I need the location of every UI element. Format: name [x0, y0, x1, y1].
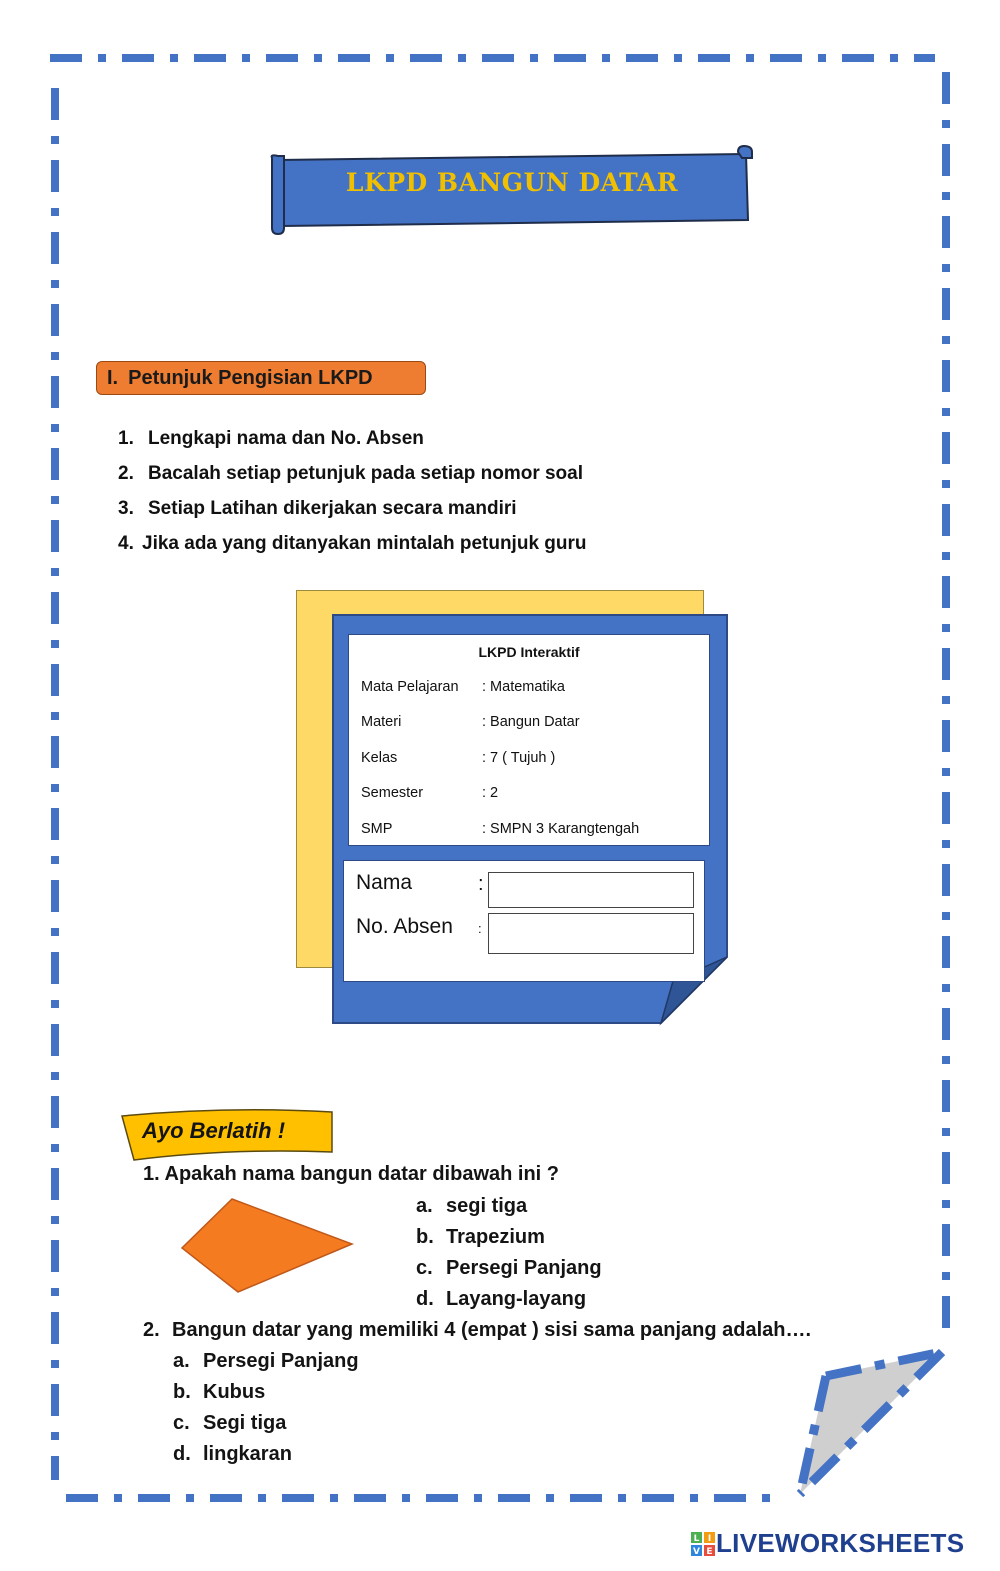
answer-option[interactable]: [173, 1443, 292, 1466]
info-key: Semester: [361, 785, 424, 801]
liveworksheets-brand-text: LIVEWORKSHEETS: [716, 1528, 965, 1558]
absen-colon: :: [478, 921, 482, 936]
info-value: : 7 ( Tujuh ): [482, 750, 556, 766]
kite-shape: [176, 1196, 360, 1296]
info-row: [361, 679, 565, 695]
option-text: Layang-layang: [446, 1288, 587, 1310]
absen-input[interactable]: [488, 913, 694, 954]
option-letter: c.: [173, 1412, 190, 1434]
instruction-number: 1.: [118, 428, 134, 449]
answer-option[interactable]: [416, 1226, 545, 1249]
answer-option[interactable]: [173, 1381, 265, 1404]
liveworksheets-logo: [690, 1528, 964, 1559]
info-title: LKPD Interaktif: [478, 644, 580, 660]
info-key: SMP: [361, 821, 393, 837]
option-text: Kubus: [203, 1381, 266, 1403]
svg-text:E: E: [706, 1546, 713, 1557]
liveworksheets-logo-icon: [690, 1531, 716, 1557]
answer-option[interactable]: [416, 1288, 586, 1311]
option-letter: c.: [416, 1257, 433, 1279]
instruction-item: [118, 533, 587, 555]
section-heading: [96, 361, 426, 395]
info-value: : Matematika: [482, 679, 565, 695]
instruction-item: [118, 463, 583, 485]
option-letter: a.: [416, 1195, 433, 1217]
info-box: [348, 634, 710, 846]
option-letter: a.: [173, 1350, 190, 1372]
student-identity-box: [343, 860, 705, 982]
instruction-text: Bacalah setiap petunjuk pada setiap nomor soal: [148, 463, 584, 484]
section-title: Petunjuk Pengisian LKPD: [128, 366, 373, 389]
answer-option[interactable]: [173, 1412, 286, 1435]
answer-option[interactable]: [416, 1195, 527, 1218]
instruction-text: Jika ada yang ditanyakan mintalah petunjuk guru: [142, 533, 587, 554]
instruction-number: 3.: [118, 498, 134, 519]
question-2: [143, 1319, 811, 1342]
answer-option[interactable]: [416, 1257, 602, 1280]
info-row: [361, 821, 639, 837]
option-letter: d.: [416, 1288, 434, 1310]
info-value: : 2: [482, 785, 499, 801]
option-text: segi tiga: [446, 1195, 528, 1217]
option-text: Persegi Panjang: [203, 1350, 359, 1372]
info-key: Mata Pelajaran: [361, 679, 459, 695]
option-letter: d.: [173, 1443, 191, 1465]
question-1-text: 1. Apakah nama bangun datar dibawah ini ?: [143, 1163, 559, 1185]
name-label: Nama: [356, 871, 413, 894]
absen-label: No. Absen: [356, 915, 453, 938]
option-text: Segi tiga: [203, 1412, 287, 1434]
name-input[interactable]: [488, 872, 694, 908]
svg-text:L: L: [693, 1533, 700, 1544]
info-key: Materi: [361, 714, 402, 730]
instruction-number: 2.: [118, 463, 134, 484]
question-2-text: Bangun datar yang memiliki 4 (empat ) sisi sama panjang adalah….: [172, 1319, 812, 1341]
worksheet-title: LKPD BANGUN DATAR: [345, 168, 679, 197]
name-colon: :: [478, 873, 484, 895]
practice-title: Ayo Berlatih !: [142, 1118, 286, 1143]
info-key: Kelas: [361, 750, 398, 766]
answer-option[interactable]: [173, 1350, 359, 1373]
info-row: [361, 750, 555, 766]
svg-text:I: I: [707, 1533, 712, 1544]
instruction-item: [118, 428, 424, 450]
info-value: : Bangun Datar: [482, 714, 580, 730]
corner-triangle-decoration: [786, 1340, 956, 1510]
info-row: [361, 785, 498, 801]
section-number: I.: [107, 366, 119, 389]
info-value: : SMPN 3 Karangtengah: [482, 821, 640, 837]
svg-text:V: V: [693, 1546, 700, 1557]
option-text: lingkaran: [203, 1443, 292, 1465]
option-letter: b.: [416, 1226, 434, 1248]
instruction-text: Setiap Latihan dikerjakan secara mandiri: [148, 498, 517, 519]
question-2-number: 2.: [143, 1319, 160, 1341]
instruction-text: Lengkapi nama dan No. Absen: [148, 428, 424, 449]
info-row: [361, 714, 580, 730]
instruction-number: 4.: [118, 533, 134, 554]
option-text: Persegi Panjang: [446, 1257, 602, 1279]
instruction-item: [118, 498, 517, 520]
option-letter: b.: [173, 1381, 191, 1403]
option-text: Trapezium: [446, 1226, 545, 1248]
